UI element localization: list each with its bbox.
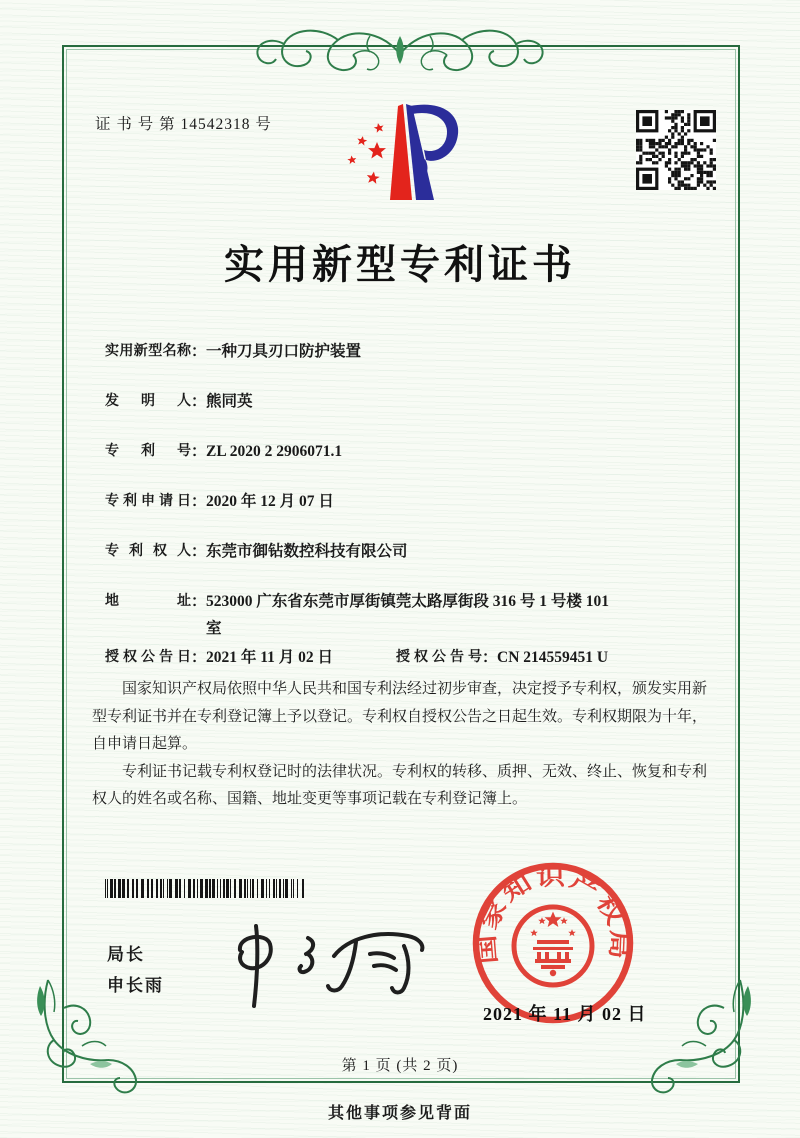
certificate-number: 证 书 号 第 14542318 号 [95, 116, 272, 133]
colon: ： [482, 649, 498, 666]
field-label: 实用新型名称 [105, 344, 191, 359]
back-side-note: 其他事项参见背面 [327, 1105, 472, 1122]
field-label: 专利申请日 [105, 494, 191, 509]
top-scroll-ornament [250, 22, 550, 80]
colon: ： [191, 593, 207, 610]
certificate-fields [105, 338, 617, 694]
field-address [105, 588, 617, 642]
field-value: 熊同英 [206, 393, 253, 410]
field-label: 地址 [105, 594, 191, 609]
field-inventor [105, 388, 617, 415]
director-signature-icon [218, 902, 446, 1012]
field-label: 专利号 [105, 444, 191, 459]
field-grant-number [396, 644, 617, 671]
field-patent-number [105, 438, 617, 465]
field-label: 发明人 [105, 394, 191, 409]
field-value: CN 214559451 U [497, 649, 609, 666]
colon: ： [191, 493, 207, 510]
legal-paragraph-2: 专利证书记载专利权登记时的法律状况。专利权的转移、质押、无效、终止、恢复和专利权人的姓名或名称、国籍、地址变更等事项记载在专利登记簿上。 [92, 763, 708, 807]
bottom-left-corner-ornament [34, 976, 146, 1098]
field-filing-date [105, 488, 617, 515]
cnipa-logo-icon [346, 100, 462, 204]
qr-code-icon [636, 110, 716, 190]
field-value: 2020 年 12 月 07 日 [206, 493, 334, 510]
seal-date: 2021 年 11 月 02 日 [483, 1004, 647, 1024]
field-value: 2021 年 11 月 02 日 [206, 649, 334, 666]
field-value: 523000 广东省东莞市厚街镇莞太路厚街段 316 号 1 号楼 101 室 [206, 593, 610, 637]
field-value: 东莞市御钻数控科技有限公司 [206, 543, 408, 560]
field-utility-model-name [105, 338, 617, 365]
signer-name: 申长雨 [107, 976, 164, 995]
bottom-right-corner-ornament [642, 976, 754, 1098]
field-label: 专利权人 [105, 544, 191, 559]
colon: ： [191, 393, 207, 410]
field-grant-row [105, 644, 617, 671]
field-value: ZL 2020 2 2906071.1 [206, 443, 343, 460]
colon: ： [191, 649, 207, 666]
page-indicator: 第 1 页 (共 2 页) [341, 1058, 459, 1074]
field-value: 一种刀具刃口防护装置 [206, 343, 362, 360]
signer-title: 局长 [107, 945, 145, 964]
legal-text [92, 676, 707, 814]
colon: ： [191, 343, 207, 360]
legal-paragraph-1: 国家知识产权局依照中华人民共和国专利法经过初步审查，决定授予专利权，颁发实用新型专利证书并在专利登记簿上予以登记。专利权自授权公告之日起生效。专利权期限为十年，自申请日起算。 [92, 681, 708, 752]
colon: ： [191, 443, 207, 460]
field-label: 授权公告日 [105, 650, 191, 665]
certificate-title: 实用新型专利证书 [224, 242, 576, 287]
colon: ： [191, 543, 207, 560]
barcode-icon [105, 879, 305, 898]
field-label: 授权公告号 [396, 650, 482, 665]
field-patentee [105, 538, 617, 565]
seal-ring-text: 国家知识产权局 [474, 864, 632, 965]
